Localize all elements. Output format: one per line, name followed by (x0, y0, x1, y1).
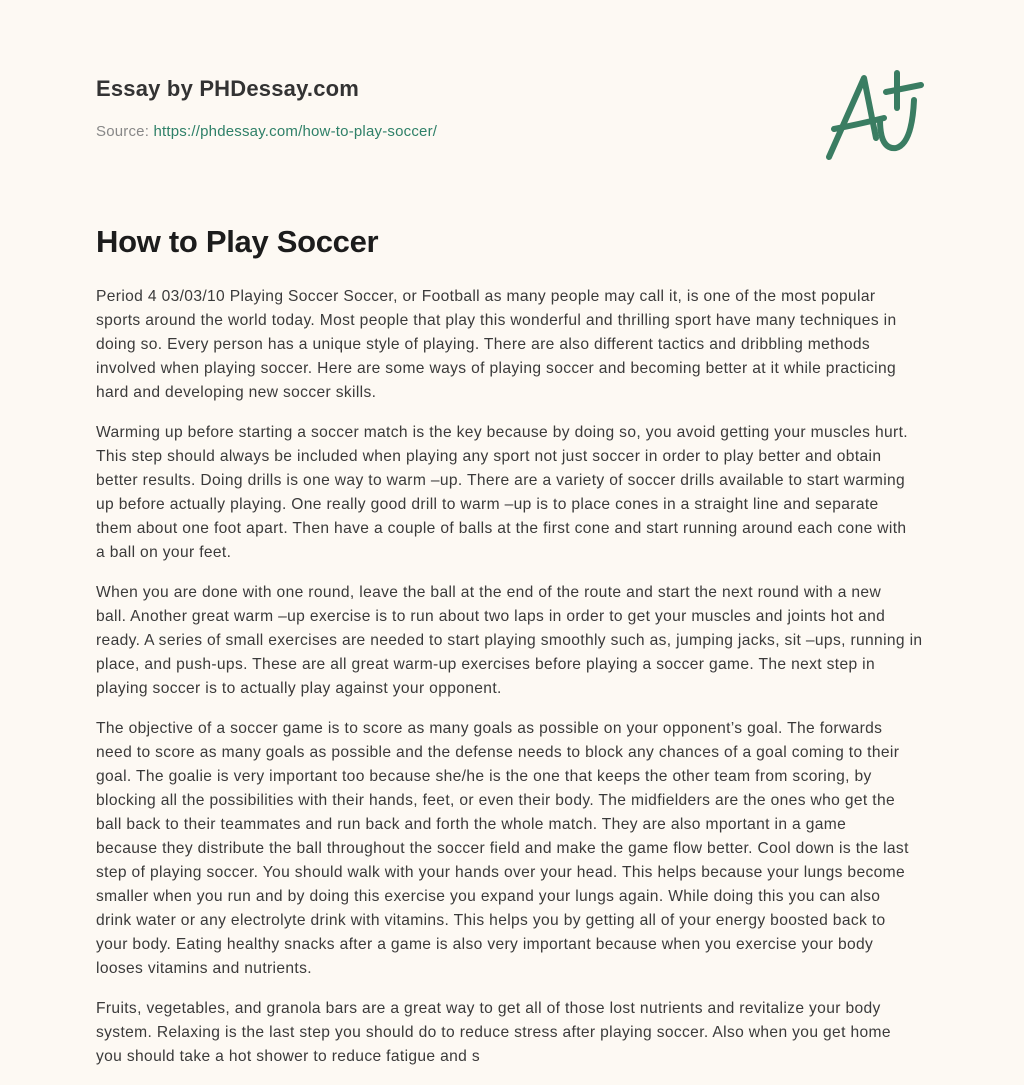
paragraph-line: because they distribute the ball throughout the soccer field and make the game flow better. Cool down is the last (96, 840, 909, 857)
paragraph-line: blocking all the possibilities with their hands, feet, or even their body. The midfielders are the ones who get the (96, 792, 895, 809)
essay-title: How to Play Soccer (96, 224, 379, 259)
paragraph-line: them about one foot apart. Then have a couple of balls at the first cone and start running around each cone with (96, 520, 907, 537)
paragraph-line: a ball on your feet. (96, 544, 232, 561)
paragraph-line: When you are done with one round, leave the ball at the end of the route and start the next round with a new (96, 584, 882, 601)
paragraph-line: goal. The goalie is very important too because she/he is the one that keeps the other team from scoring, by (96, 768, 872, 785)
paragraph-line: sports around the world today. Most people that play this wonderful and thrilling sport have many techniques in (96, 312, 897, 329)
paragraph-line: hard and developing new soccer skills. (96, 384, 377, 401)
paragraph-line: Warming up before starting a soccer match is the key because by doing so, you avoid getting your muscles hurt. (96, 424, 908, 441)
paragraph-line: ball. Another great warm –up exercise is to run about two laps in order to get your muscles and joints hot and (96, 608, 886, 625)
paragraph-line: drink water or any electrolyte drink with vitamins. This helps you by getting all of your energy boosted back to (96, 912, 886, 929)
paragraph-line: up before actually playing. One really good drill to warm –up is to place cones in a straight line and separate (96, 496, 879, 513)
site-brand: Essay by PHDessay.com (96, 76, 360, 101)
paragraph-line: involved when playing soccer. Here are some ways of playing soccer and becoming better at it while practicing (96, 360, 897, 377)
paragraph-line: This step should always be included when playing any sport not just soccer in order to play better and obtain (96, 448, 882, 465)
paragraph-line: ready. A series of small exercises are needed to start playing smoothly such as, jumping jacks, sit –ups, running in (96, 632, 923, 649)
paragraph-line: better results. Doing drills is one way to warm –up. There are a variety of soccer drills available to start warming (96, 472, 906, 489)
paragraph-line: The objective of a soccer game is to score as many goals as possible on your opponent’s goal. The forwards (96, 720, 883, 737)
source-link[interactable]: https://phdessay.com/how-to-play-soccer/ (153, 123, 438, 140)
source-line (96, 123, 437, 140)
paragraph-line: doing so. Every person has a unique style of playing. There are also different tactics and dribbling methods (96, 336, 871, 353)
a-plus-grade-icon (815, 65, 935, 170)
paragraph-line: place, and push-ups. These are all great warm-up exercises before playing a soccer game. The next step in (96, 656, 876, 673)
essay-paragraph (96, 581, 946, 701)
paragraph-line: you should take a hot shower to reduce fatigue and s (96, 1048, 481, 1065)
essay-paragraph (96, 717, 946, 981)
paragraph-line: Fruits, vegetables, and granola bars are a great way to get all of those lost nutrients and revitalize your body (96, 1000, 881, 1017)
paragraph-line: Period 4 03/03/10 Playing Soccer Soccer, or Football as many people may call it, is one of the most popular (96, 288, 876, 305)
essay-paragraph (96, 997, 946, 1069)
essay-paragraph (96, 421, 946, 565)
paragraph-line: system. Relaxing is the last step you should do to reduce stress after playing soccer. Also when you get home (96, 1024, 891, 1041)
paragraph-line: looses vitamins and nutrients. (96, 960, 312, 977)
paragraph-line: smaller when you run and by doing this exercise you expand your lungs again. While doing this you can also (96, 888, 881, 905)
paragraph-line: step of playing soccer. You should walk with your hands over your head. This helps because your lungs become (96, 864, 906, 881)
source-label: Source: (96, 123, 150, 140)
essay-paragraph (96, 285, 946, 405)
paragraph-line: need to score as many goals as possible and the defense needs to block any chances of a goal coming to their (96, 744, 900, 761)
paragraph-line: your body. Eating healthy snacks after a game is also very important because when you exercise your body (96, 936, 874, 953)
paragraph-line: playing soccer is to actually play against your opponent. (96, 680, 502, 697)
essay-body (96, 285, 946, 1085)
paragraph-line: ball back to their teammates and run back and forth the whole match. They are also mportant in a game (96, 816, 847, 833)
